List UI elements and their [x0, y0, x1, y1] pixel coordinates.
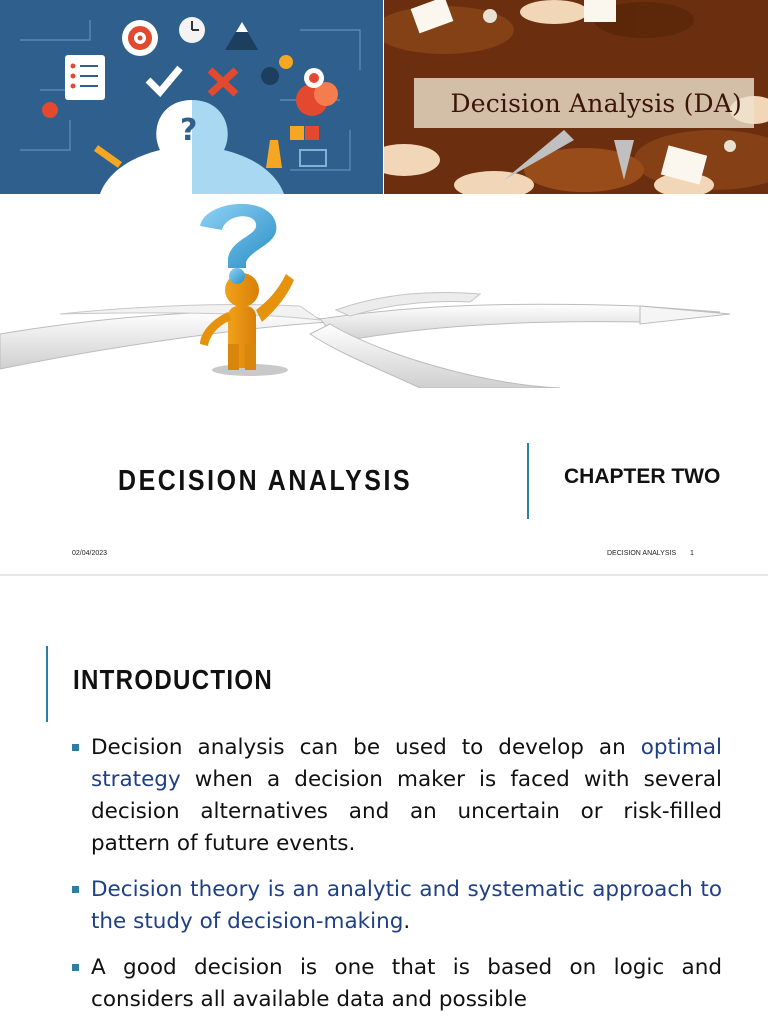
team-hands-photo — [384, 0, 768, 194]
decision-icons-graphic — [0, 0, 383, 194]
introduction-slide — [0, 576, 768, 1024]
slide-subtitle: CHAPTER TWO — [564, 465, 721, 488]
title-divider — [527, 443, 529, 519]
section-heading: INTRODUCTION — [73, 664, 274, 695]
footer-page-number: 1 — [690, 550, 694, 557]
banner-text: Decision Analysis (DA) — [450, 88, 742, 118]
decision-icons-illustration — [0, 0, 383, 194]
bullet-marker-icon — [72, 744, 79, 751]
footer-date: 02/04/2023 — [72, 550, 108, 557]
bullet-text: A good decision is one that is based on logic and considers all available data and possible — [91, 955, 722, 1012]
highlighted-term: Decision theory is an analytic and systematic approach to the study of decision-making — [91, 877, 722, 934]
footer-title: DECISION ANALYSIS — [607, 550, 677, 557]
bullet-text: Decision analysis can be used to develop an — [91, 735, 641, 760]
bullet-list — [72, 732, 722, 1030]
heading-accent-bar — [46, 646, 48, 722]
bullet-item — [72, 874, 722, 938]
slide-title: DECISION ANALYSIS — [118, 465, 413, 497]
crossroads-graphic — [0, 194, 768, 388]
bullet-marker-icon — [72, 964, 79, 971]
bullet-text: . — [403, 909, 411, 934]
bullet-item — [72, 732, 722, 860]
bullet-item — [72, 952, 722, 1016]
highlighted-term: optimal strategy — [91, 735, 722, 792]
bullet-marker-icon — [72, 886, 79, 893]
topic-banner — [414, 78, 754, 128]
crossroads-illustration — [0, 194, 768, 388]
svg-text:?: ? — [180, 113, 198, 148]
bullet-text: when a decision maker is faced with several decision alternatives and an uncertain or risk-filled pattern of future events. — [91, 767, 722, 856]
